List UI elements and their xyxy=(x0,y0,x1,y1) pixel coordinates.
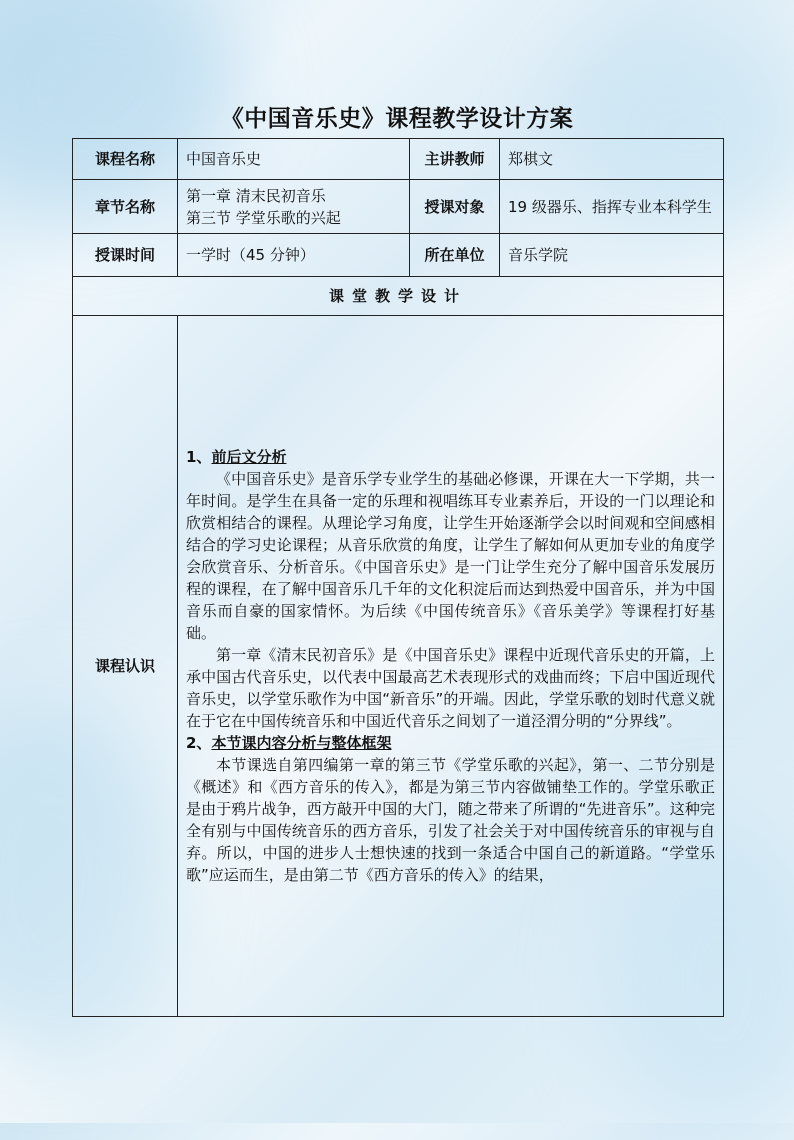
paragraph: 《中国音乐史》是音乐学专业学生的基础必修课，开课在大一下学期，共一年时间。是学生在具备一定的乐理和视唱练耳专业素养后，开设的一门以理论和欣赏相结合的课程。从理论学习角度，让学生开始逐渐学会以时间观和空间感相结合的学习史论课程；从音乐欣赏的角度，让学生了解如何从更加专业的角度学会欣赏音乐、分析音乐。《中国音乐史》是一门让学生充分了解中国音乐发展历程的课程，在了解中国音乐几千年的文化积淀后而达到热爱中国音乐，并为中国音乐而自豪的国家情怀。为后续《中国传统音乐》《音乐美学》等课程打好基础。 xyxy=(186,470,715,642)
field-value: 一学时（45 分钟） xyxy=(178,234,410,277)
info-row xyxy=(73,234,724,277)
field-label: 主讲教师 xyxy=(410,139,500,180)
banner-row xyxy=(73,277,724,316)
field-label: 授课对象 xyxy=(410,180,500,234)
info-row xyxy=(73,180,724,234)
field-value: 郑棋文 xyxy=(500,139,724,180)
page-title: 《中国音乐史》课程教学设计方案 xyxy=(220,106,574,132)
field-value: 中国音乐史 xyxy=(178,139,410,180)
section-heading-text: 本节课内容分析与整体框架 xyxy=(211,734,392,752)
field-value: 音乐学院 xyxy=(500,234,724,277)
side-label: 课程认识 xyxy=(73,316,178,1017)
course-design-table xyxy=(72,138,724,1017)
content-row xyxy=(73,316,724,1017)
section-banner: 课堂教学设计 xyxy=(73,277,724,316)
section-number: 2、 xyxy=(186,734,212,752)
paragraph: 本节课选自第四编第一章的第三节《学堂乐歌的兴起》，第一、二节分别是《概述》和《西方音乐的传入》，都是为第三节内容做铺垫工作的。学堂乐歌正是由于鸦片战争，西方敲开中国的大门，随之带来了所谓的“先进音乐”。这种完全有别与中国传统音乐的西方音乐，引发了社会关于对中国传统音乐的审视与自弃。所以，中国的进步人士想快速的找到一条适合中国自己的新道路。“学堂乐歌”应运而生，是由第二节《西方音乐的传入》的结果， xyxy=(186,756,715,884)
field-label: 所在单位 xyxy=(410,234,500,277)
info-row xyxy=(73,139,724,180)
content-cell xyxy=(178,316,724,1017)
field-value: 19 级器乐、指挥专业本科学生 xyxy=(500,180,724,234)
paragraph: 第一章《清末民初音乐》是《中国音乐史》课程中近现代音乐史的开篇，上承中国古代音乐史，以代表中国最高艺术表现形式的戏曲而终；下启中国近现代音乐史，以学堂乐歌作为中国“新音乐”的开端。因此，学堂乐歌的划时代意义就在于它在中国传统音乐和中国近代音乐之间划了一道泾渭分明的“分界线”。 xyxy=(186,646,715,730)
section-line: 第三节 学堂乐歌的兴起 xyxy=(186,208,341,227)
field-label: 课程名称 xyxy=(73,139,178,180)
section-heading xyxy=(186,732,715,754)
field-label: 章节名称 xyxy=(73,180,178,234)
section-heading-text: 前后文分析 xyxy=(211,448,287,466)
field-label: 授课时间 xyxy=(73,234,178,277)
section-number: 1、 xyxy=(186,448,212,466)
section-heading xyxy=(186,446,715,468)
field-value xyxy=(178,180,410,234)
chapter-line: 第一章 清末民初音乐 xyxy=(186,186,326,205)
